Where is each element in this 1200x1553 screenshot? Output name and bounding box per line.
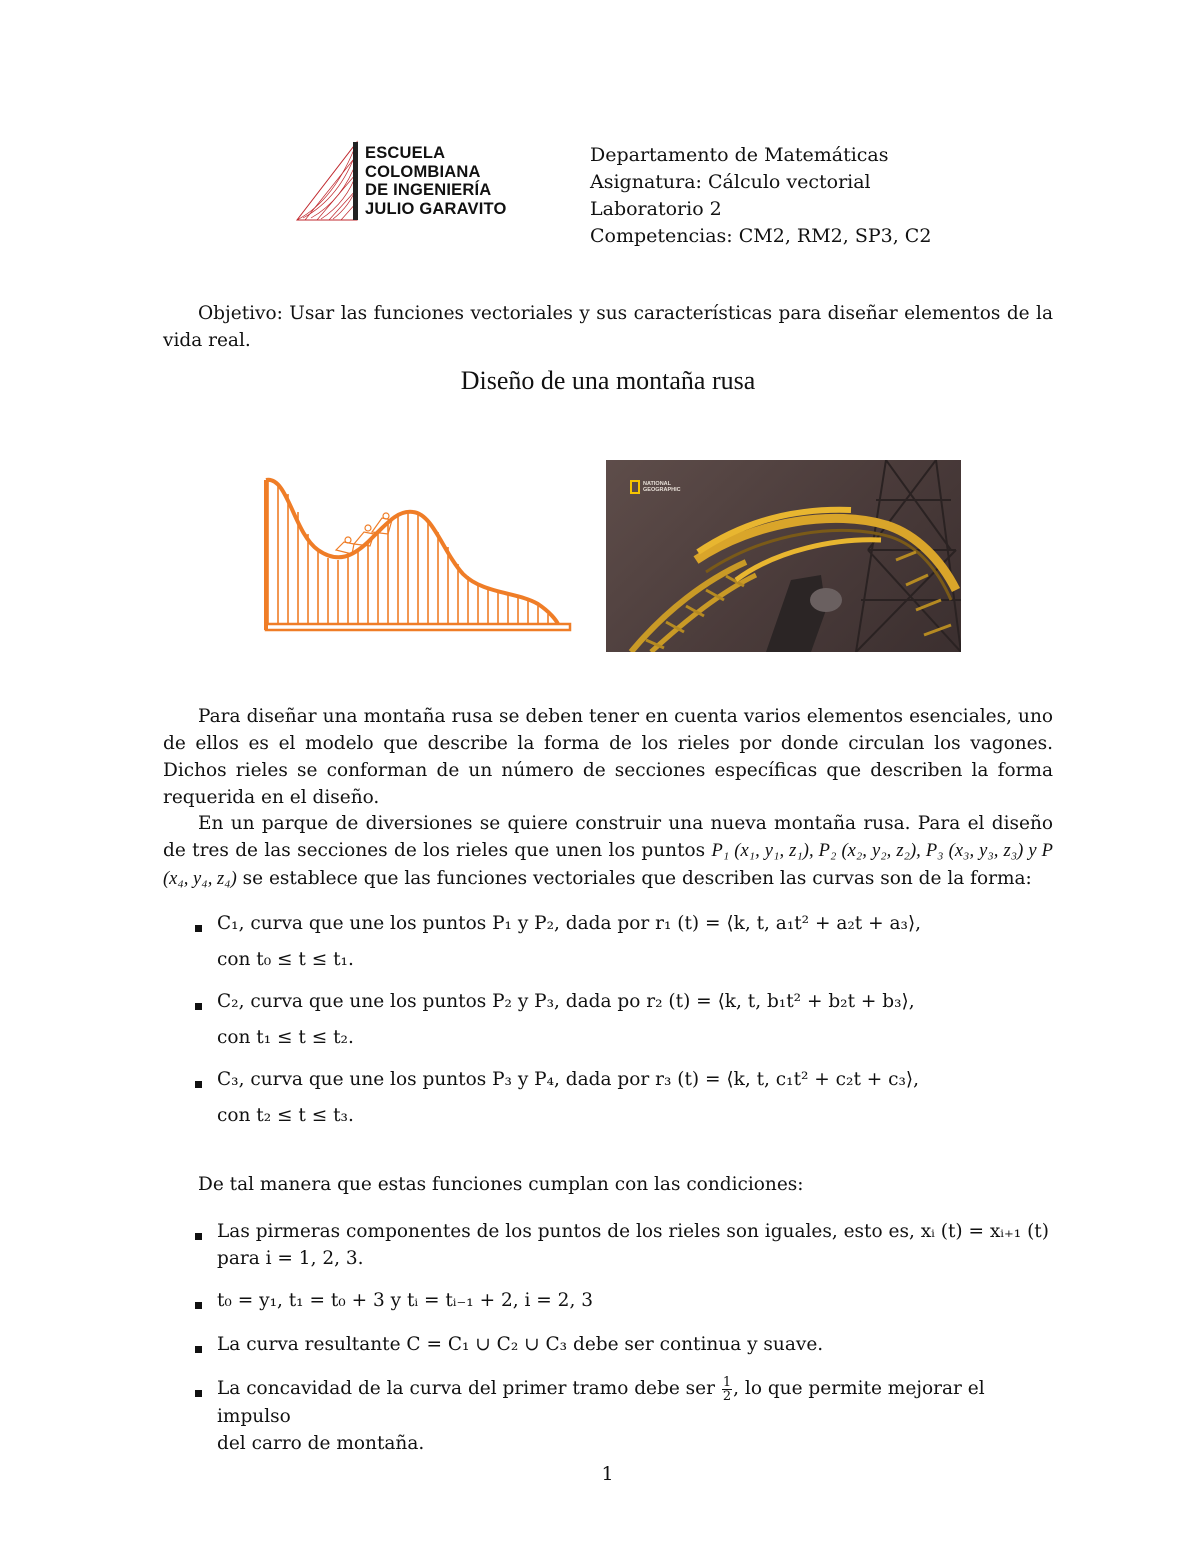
bullet-icon [195, 1233, 202, 1240]
condition-2-line-1: t₀ = y₁, t₁ = t₀ + 3 y tᵢ = tᵢ₋₁ + 2, i = 2, 3 [217, 1290, 593, 1311]
condition-4-line-1 [217, 1375, 1057, 1430]
condition-1-line-2: para i = 1, 2, 3. [217, 1248, 364, 1269]
competencies-line: Competencias: CM2, RM2, SP3, C2 [590, 225, 932, 247]
condition-item-4 [217, 1375, 1057, 1457]
curve-item-2 [217, 988, 1057, 1051]
lab-line: Laboratorio 2 [590, 198, 722, 220]
curve-1-range: con t₀ ≤ t ≤ t₁. [217, 949, 354, 970]
bullet-icon [195, 1390, 202, 1397]
curve-2-range: con t₁ ≤ t ≤ t₂. [217, 1027, 354, 1048]
points-list: P₁ (x₁, y₁, z₁), P₂ (x₂, y₂, z₂), P₃ (x₃, y₃, z₃) y P (x₄, y₄, z₄) [163, 841, 1053, 889]
bullet-icon [195, 1081, 202, 1088]
curve-2-definition: C₂, curva que une los puntos P₂ y P₃, dada po r₂ (t) = ⟨k, t, b₁t² + b₂t + b₃⟩, [217, 991, 915, 1012]
bullet-icon [195, 1346, 202, 1353]
bullet-icon [195, 1003, 202, 1010]
objective-text: Objetivo: Usar las funciones vectoriales y sus características para diseñar elementos de la vida real. [163, 303, 1053, 351]
coaster-photo [606, 460, 961, 652]
photo-logo-line-2: GEOGRAPHIC [643, 487, 681, 493]
condition-1-line-1: Las pirmeras componentes de los puntos de los rieles son iguales, esto es, xᵢ (t) = xᵢ₊₁ (t) [217, 1221, 1049, 1242]
logo-emblem-icon [295, 140, 359, 222]
curve-item-1 [217, 910, 1057, 973]
curve-3-range: con t₂ ≤ t ≤ t₃. [217, 1105, 354, 1126]
curve-item-3 [217, 1066, 1057, 1129]
fraction [722, 1376, 732, 1403]
course-info [590, 142, 931, 250]
school-logo [295, 140, 520, 225]
coaster-illustration [258, 472, 578, 637]
problem-paragraph [163, 810, 1053, 893]
subject-line: Asignatura: Cálculo vectorial [590, 171, 871, 193]
logo-wordmark [365, 144, 507, 218]
condition-item-2 [217, 1287, 1057, 1314]
logo-line-2: COLOMBIANA [365, 162, 481, 181]
condition-4-line-2: del carro de montaña. [217, 1432, 425, 1454]
logo-line-3: DE INGENIERÍA [365, 181, 492, 199]
problem-text-b: se establece que las funciones vectoriales que describen las curvas son de la forma: [236, 868, 1032, 889]
logo-line-4: JULIO GARAVITO [365, 199, 507, 218]
condition-item-1 [217, 1218, 1057, 1272]
conditions-intro: De tal manera que estas funciones cumplan con las condiciones: [198, 1174, 804, 1195]
page-title: Diseño de una montaña rusa [460, 366, 756, 395]
fraction-denominator: 2 [722, 1388, 732, 1404]
condition-4-text-b: , lo que permite mejorar el impulso [217, 1378, 985, 1427]
curve-3-definition: C₃, curva que une los puntos P₃ y P₄, dada por r₃ (t) = ⟨k, t, c₁t² + c₂t + c₃⟩, [217, 1069, 920, 1090]
department-line: Departamento de Matemáticas [590, 144, 889, 166]
logo-line-1: ESCUELA [365, 144, 446, 162]
photo-logo-line-1: NATIONAL [643, 481, 672, 487]
page-number: 1 [601, 1463, 614, 1485]
curve-1-definition: C₁, curva que une los puntos P₁ y P₂, dada por r₁ (t) = ⟨k, t, a₁t² + a₂t + a₃⟩, [217, 913, 922, 934]
condition-4-text-a: La concavidad de la curva del primer tramo debe ser [217, 1378, 721, 1399]
intro-paragraph: Para diseñar una montaña rusa se deben tener en cuenta varios elementos esenciales, uno de ellos es el modelo que describe la forma de los rieles por donde circulan los vagones. Dichos rieles se conforman de un número de secciones específicas que describen la forma requerida en el diseño. [163, 706, 1053, 808]
condition-item-3 [217, 1331, 1057, 1358]
fraction-numerator: 1 [722, 1374, 732, 1390]
problem-text-a: En un parque de diversiones se quiere construir una nueva montaña rusa. Para el diseño de tres de las secciones de los rieles que unen los puntos [163, 813, 1053, 861]
bullet-icon [195, 925, 202, 932]
condition-3-line-1: La curva resultante C = C₁ ∪ C₂ ∪ C₃ debe ser continua y suave. [217, 1334, 824, 1355]
bullet-icon [195, 1302, 202, 1309]
